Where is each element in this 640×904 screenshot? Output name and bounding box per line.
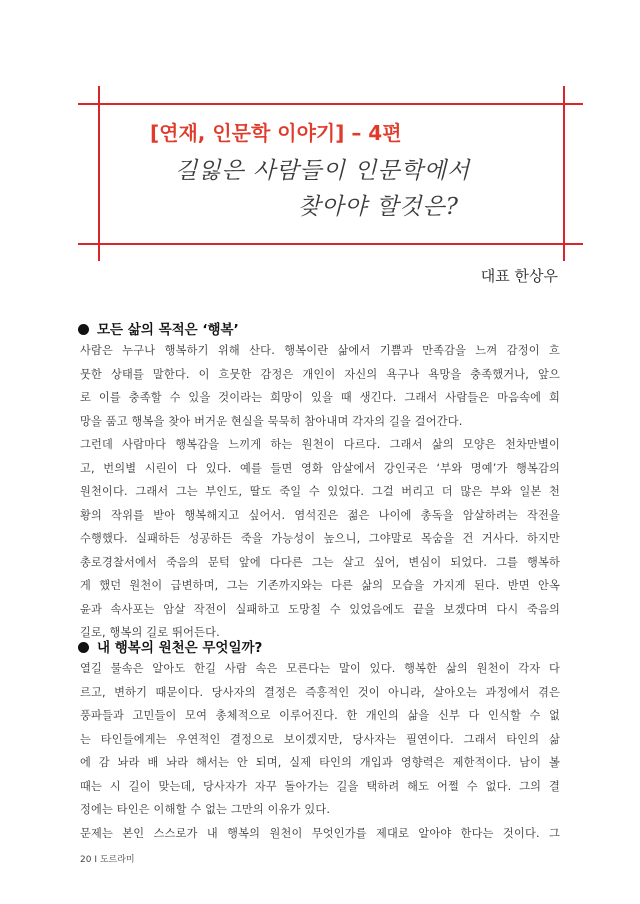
series-title: [연재, 인문학 이야기] – 4편 [150, 121, 402, 145]
author-byline: 대표 한상우 [480, 267, 558, 285]
section-heading-text: 내 행복의 원천은 무엇일까? [97, 640, 263, 656]
paragraph-line: 정에는 타인은 이해할 수 없는 그만의 이유가 있다. [80, 803, 331, 816]
paragraph-line: 사람은 누구나 행복하기 위해 산다. 행복이란 삶에서 기쁨과 만족감을 느껴 감정이 흐 [80, 344, 560, 357]
paragraph-line: 총로경찰서에서 죽음의 문턱 앞에 다다른 그는 살고 싶어, 변심이 되었다. 그를 행복하 [80, 555, 560, 569]
paragraph-line: 는 타인들에게는 우연적인 결정으로 보이겠지만, 당사자는 필연이다. 그래서 타인의 삶 [80, 732, 560, 746]
paragraph-line: 수행했다. 실패하든 성공하든 죽을 가능성이 높으니, 그야말로 목숨을 건 거사다. 하지만 [80, 532, 560, 545]
frame-line-top [78, 103, 583, 105]
paragraph-line: 그런데 사람마다 행복감을 느끼게 하는 원천이 다르다. 그래서 삶의 모양은 천차만별이 [80, 438, 560, 451]
paragraph-line: 뭇한 상태를 말한다. 이 흐뭇한 감정은 개인이 자신의 욕구나 욕망을 충족했거나, 앞으 [80, 367, 560, 381]
paragraph-line: 로 이를 충족할 수 있을 것이라는 희망이 있을 때 생긴다. 그래서 사람들은 마음속에 희 [80, 391, 560, 404]
paragraph-line: 때는 시 길이 맞는데, 당사자가 자꾸 돌아가는 길을 택하려 해도 어쩔 수 없다. 그의 결 [80, 779, 560, 793]
section-heading-text: 모든 삶의 목적은 ‘행복’ [97, 322, 239, 338]
section-heading-1 [78, 318, 239, 338]
page-footer: 20 I 도르라미 [80, 855, 135, 865]
frame-line-bottom [78, 243, 583, 245]
paragraph-line: 문제는 본인 스스로가 내 행복의 원천이 무엇인가를 제대로 알아야 한다는 것이다. 그 [80, 826, 560, 840]
frame-line-left [98, 86, 100, 261]
paragraph-line: 망을 품고 행복을 찾아 버거운 현실을 묵묵히 참아내며 각자의 길을 걸어간다. [80, 414, 463, 428]
headline-line-2: 찾아야 할것은? [298, 194, 459, 220]
bullet-icon [78, 324, 89, 335]
paragraph-line: 황의 작위를 받아 행복해지고 싶어서. 염석진은 젊은 나이에 총독을 암살하려는 작전을 [80, 508, 560, 522]
paragraph-line: 에 감 놔라 배 놔라 해서는 안 되며, 실제 타인의 개입과 영향력은 제한적이다. 남이 볼 [80, 756, 560, 769]
paragraph-line: 원천이다. 그래서 그는 부인도, 딸도 죽일 수 있었다. 그걸 버리고 더 많은 부와 일본 천 [80, 485, 560, 498]
paragraph-line: 열길 물속은 알아도 한길 사람 속은 모른다는 말이 있다. 행복한 삶의 원천이 각자 다 [80, 662, 560, 675]
paragraph-line: 길로, 행복의 길로 뛰어든다. [80, 626, 220, 639]
paragraph-line: 게 했던 원천이 급변하며, 그는 기존까지와는 다른 삶의 모습을 가지게 된다. 반면 안옥 [80, 579, 560, 592]
frame-line-right [563, 86, 565, 261]
paragraph-line: 고, 번의별 시린이 다 있다. 예를 들면 영화 암살에서 강인국은 ‘부와 명예’가 행복감의 [80, 461, 560, 475]
paragraph-line: 풍파들과 고민들이 모여 총체적으로 이루어진다. 한 개인의 삶을 신부 다 인식할 수 없 [80, 709, 560, 722]
paragraph-line: 르고, 변하기 때문이다. 당사자의 결정은 즉흥적인 것이 아니라, 살아오는 과정에서 겪은 [80, 685, 560, 699]
paragraph-line: 윤과 속사포는 암살 작전이 실패하고 도망칠 수 있었음에도 끝을 보겠다며 다시 죽음의 [80, 602, 560, 616]
headline-line-1: 길잃은 사람들이 인문학에서 [175, 158, 471, 184]
